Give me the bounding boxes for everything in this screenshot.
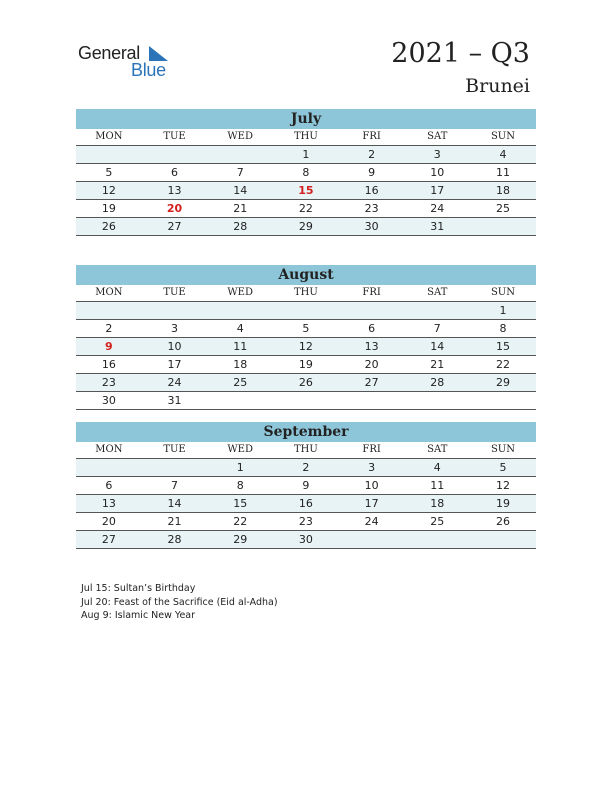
weekday-label: THU: [293, 287, 318, 298]
day-cell: 31: [430, 220, 445, 233]
page-title: 2021 – Q3: [391, 38, 530, 69]
day-cell: [207, 392, 273, 409]
day-cell: 7: [433, 322, 441, 335]
weekday-label: FRI: [362, 287, 381, 298]
weekday-label: THU: [293, 131, 318, 142]
weekday-label: WED: [227, 131, 254, 142]
day-cell: 4: [433, 461, 441, 474]
weekday-label: SAT: [427, 131, 448, 142]
day-cell: 12: [298, 340, 313, 353]
holiday-notes: [81, 582, 278, 623]
day-cell: 14: [233, 184, 248, 197]
holiday-day-cell: 15: [298, 184, 314, 197]
day-cell: 29: [298, 220, 313, 233]
week-row: [76, 531, 536, 549]
day-cell: 21: [233, 202, 248, 215]
day-cell: 2: [302, 461, 310, 474]
day-cell: 23: [364, 202, 379, 215]
day-cell: 22: [233, 515, 248, 528]
day-cell: [273, 302, 339, 319]
week-row: [76, 218, 536, 236]
day-cell: 19: [298, 358, 313, 371]
weekday-label: FRI: [362, 444, 381, 455]
weekday-label: THU: [293, 444, 318, 455]
day-cell: 19: [495, 497, 510, 510]
day-cell: 2: [105, 322, 113, 335]
day-cell: [142, 146, 208, 163]
day-cell: 21: [167, 515, 182, 528]
day-cell: 3: [368, 461, 376, 474]
country-name: Brunei: [465, 75, 530, 97]
weekday-label: TUE: [163, 444, 186, 455]
logo-text-general: General: [78, 43, 140, 63]
day-cell: 20: [101, 515, 116, 528]
day-cell: 16: [101, 358, 116, 371]
weekday-header-row: [76, 442, 536, 459]
week-row: [76, 146, 536, 164]
week-row: [76, 513, 536, 531]
day-cell: [76, 459, 142, 476]
day-cell: [339, 531, 405, 548]
week-row: [76, 164, 536, 182]
day-cell: [76, 146, 142, 163]
week-row: [76, 477, 536, 495]
day-cell: 7: [236, 166, 244, 179]
holiday-note: Aug 9: Islamic New Year: [81, 610, 196, 621]
weekday-label: SAT: [427, 287, 448, 298]
day-cell: 28: [233, 220, 248, 233]
day-cell: 29: [233, 533, 248, 546]
day-cell: 22: [495, 358, 510, 371]
day-cell: 8: [499, 322, 507, 335]
day-cell: 10: [364, 479, 379, 492]
day-cell: 14: [430, 340, 445, 353]
weekday-header-row: [76, 129, 536, 146]
weekday-label: FRI: [362, 131, 381, 142]
weekday-label: TUE: [163, 287, 186, 298]
week-row: [76, 392, 536, 410]
day-cell: 10: [167, 340, 182, 353]
week-row: [76, 459, 536, 477]
day-cell: 25: [495, 202, 510, 215]
day-cell: 9: [302, 479, 310, 492]
week-row: [76, 495, 536, 513]
day-cell: [273, 392, 339, 409]
day-cell: 11: [233, 340, 248, 353]
weekday-label: SUN: [490, 287, 515, 298]
day-cell: [339, 302, 405, 319]
day-cell: [404, 302, 470, 319]
day-cell: 8: [302, 166, 310, 179]
day-cell: 27: [167, 220, 182, 233]
month-title: August: [76, 265, 536, 285]
day-cell: 30: [364, 220, 379, 233]
day-cell: 14: [167, 497, 182, 510]
day-cell: [404, 392, 470, 409]
day-cell: 13: [364, 340, 379, 353]
day-cell: 20: [364, 358, 379, 371]
day-cell: [142, 459, 208, 476]
day-cell: [76, 302, 142, 319]
day-cell: 5: [302, 322, 310, 335]
day-cell: 13: [101, 497, 116, 510]
weekday-label: WED: [227, 287, 254, 298]
day-cell: [404, 531, 470, 548]
day-cell: 23: [101, 376, 116, 389]
weekday-label: MON: [95, 444, 123, 455]
day-cell: 12: [495, 479, 510, 492]
day-cell: 18: [430, 497, 445, 510]
day-cell: [207, 302, 273, 319]
day-cell: 17: [364, 497, 379, 510]
day-cell: 7: [171, 479, 179, 492]
day-cell: 26: [495, 515, 510, 528]
day-cell: 12: [101, 184, 116, 197]
day-cell: 18: [495, 184, 510, 197]
day-cell: 23: [298, 515, 313, 528]
day-cell: 26: [298, 376, 313, 389]
day-cell: 16: [364, 184, 379, 197]
day-cell: 11: [495, 166, 510, 179]
day-cell: 26: [101, 220, 116, 233]
holiday-day-cell: 9: [105, 340, 113, 353]
day-cell: 18: [233, 358, 248, 371]
week-row: [76, 320, 536, 338]
week-row: [76, 200, 536, 218]
day-cell: 6: [105, 479, 113, 492]
weekday-header-row: [76, 285, 536, 302]
month-july: [76, 109, 536, 236]
day-cell: 24: [430, 202, 445, 215]
week-row: [76, 338, 536, 356]
day-cell: 28: [167, 533, 182, 546]
day-cell: 22: [298, 202, 313, 215]
day-cell: [470, 531, 536, 548]
day-cell: [470, 218, 536, 235]
day-cell: 9: [368, 166, 376, 179]
day-cell: 25: [430, 515, 445, 528]
day-cell: [142, 302, 208, 319]
logo-text-blue: Blue: [131, 60, 166, 80]
day-cell: 5: [105, 166, 113, 179]
day-cell: 17: [430, 184, 445, 197]
generalblue-logo: [78, 40, 188, 80]
day-cell: 6: [171, 166, 179, 179]
day-cell: 24: [364, 515, 379, 528]
weekday-label: MON: [95, 287, 123, 298]
month-title: July: [76, 109, 536, 129]
weekday-label: SAT: [427, 444, 448, 455]
day-cell: 13: [167, 184, 182, 197]
day-cell: 19: [101, 202, 116, 215]
day-cell: 16: [298, 497, 313, 510]
day-cell: 30: [101, 394, 116, 407]
day-cell: 1: [302, 148, 310, 161]
day-cell: 30: [298, 533, 313, 546]
week-row: [76, 356, 536, 374]
day-cell: 28: [430, 376, 445, 389]
day-cell: 11: [430, 479, 445, 492]
day-cell: [207, 146, 273, 163]
holiday-day-cell: 20: [166, 202, 183, 215]
day-cell: 4: [499, 148, 507, 161]
weekday-label: WED: [227, 444, 254, 455]
holiday-note: Jul 15: Sultan’s Birthday: [81, 583, 196, 594]
day-cell: 3: [433, 148, 441, 161]
week-row: [76, 302, 536, 320]
day-cell: 15: [495, 340, 510, 353]
weekday-label: MON: [95, 131, 123, 142]
month-title: September: [76, 422, 536, 442]
weekday-label: TUE: [163, 131, 186, 142]
day-cell: 8: [236, 479, 244, 492]
month-september: [76, 422, 536, 549]
day-cell: [470, 392, 536, 409]
day-cell: 4: [236, 322, 244, 335]
day-cell: 29: [495, 376, 510, 389]
day-cell: 1: [236, 461, 244, 474]
day-cell: 25: [233, 376, 248, 389]
day-cell: 27: [101, 533, 116, 546]
month-august: [76, 265, 536, 410]
day-cell: 1: [499, 304, 507, 317]
holiday-note: Jul 20: Feast of the Sacrifice (Eid al-Adha): [81, 596, 278, 608]
day-cell: 21: [430, 358, 445, 371]
day-cell: 6: [368, 322, 376, 335]
day-cell: 5: [499, 461, 507, 474]
day-cell: 2: [368, 148, 376, 161]
day-cell: 17: [167, 358, 182, 371]
week-row: [76, 374, 536, 392]
day-cell: 27: [364, 376, 379, 389]
day-cell: 15: [233, 497, 248, 510]
weekday-label: SUN: [490, 131, 515, 142]
week-row: [76, 182, 536, 200]
day-cell: [339, 392, 405, 409]
day-cell: 3: [171, 322, 179, 335]
weekday-label: SUN: [490, 444, 515, 455]
day-cell: 24: [167, 376, 182, 389]
day-cell: 31: [167, 394, 182, 407]
day-cell: 10: [430, 166, 445, 179]
